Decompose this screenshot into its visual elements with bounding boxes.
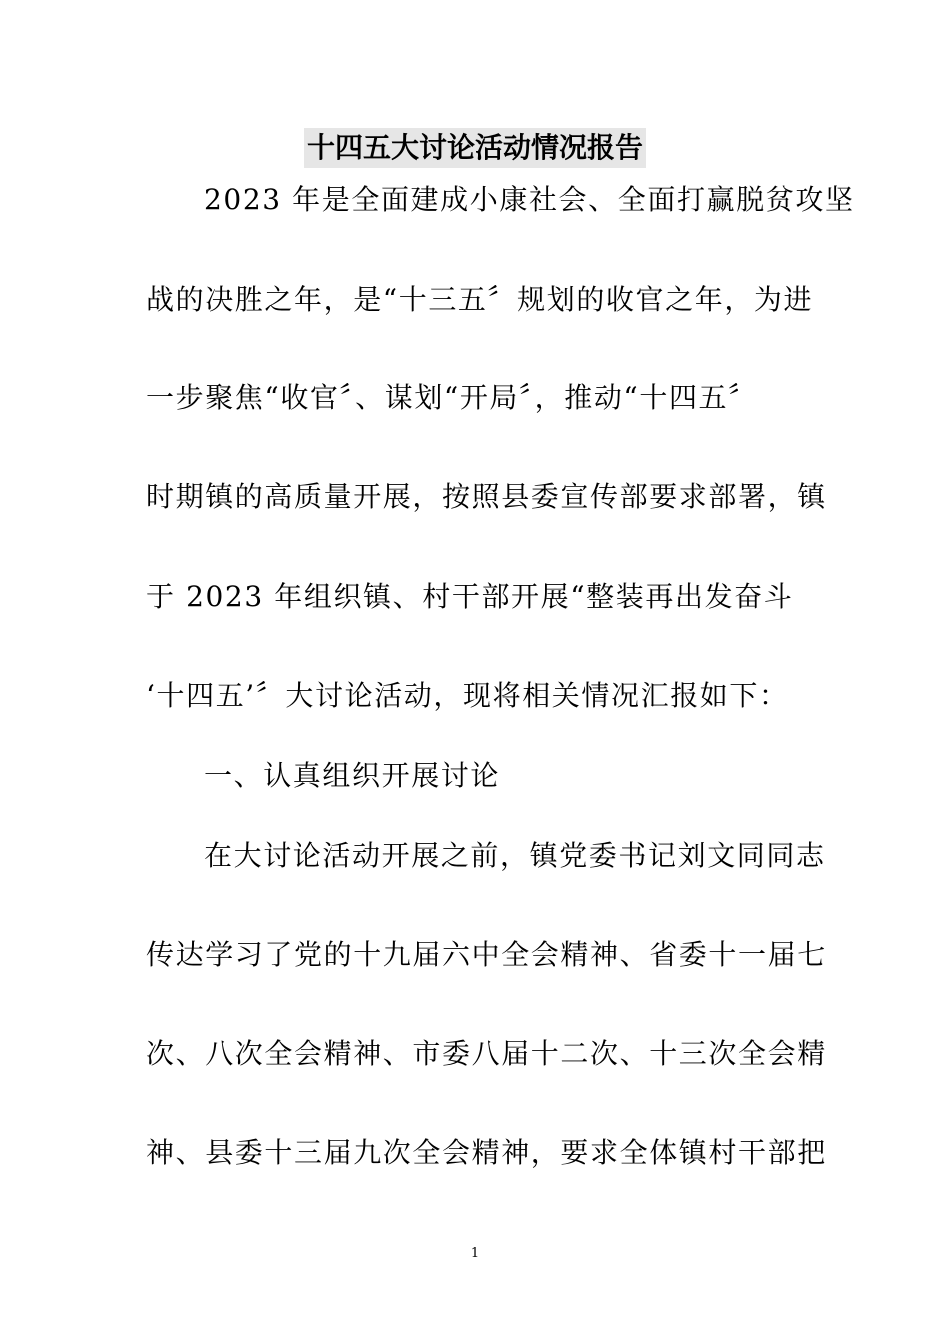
section-heading-1: 一、认真组织开展讨论 — [204, 759, 501, 792]
paragraph-line-3: 一步聚焦“收官〞、谋划“开局〞，推动“十四五〞 — [146, 381, 758, 414]
paragraph-line-2: 战的决胜之年，是“十三五〞规划的收官之年，为进 — [146, 283, 814, 316]
paragraph-line-9: 次、八次全会精神、市委八届十二次、十三次全会精 — [146, 1037, 827, 1070]
paragraph-line-5: 于 2023 年组织镇、村干部开展“整装再出发奋斗 — [146, 580, 794, 613]
paragraph-line-1: 2023 年是全面建成小康社会、全面打赢脱贫攻坚 — [204, 183, 855, 216]
paragraph-line-4: 时期镇的高质量开展，按照县委宣传部要求部署，镇 — [146, 480, 827, 513]
paragraph-line-6: ‘十四五’〞大讨论活动，现将相关情况汇报如下： — [146, 679, 789, 712]
title-row — [0, 128, 950, 168]
paragraph-line-7: 在大讨论活动开展之前，镇党委书记刘文同同志 — [204, 839, 826, 872]
page-number: 1 — [470, 1246, 480, 1261]
document-title: 十四五大讨论活动情况报告 — [304, 128, 646, 168]
paragraph-line-10: 神、县委十三届九次全会精神，要求全体镇村干部把 — [146, 1136, 827, 1169]
paragraph-line-8: 传达学习了党的十九届六中全会精神、省委十一届七 — [146, 938, 827, 971]
